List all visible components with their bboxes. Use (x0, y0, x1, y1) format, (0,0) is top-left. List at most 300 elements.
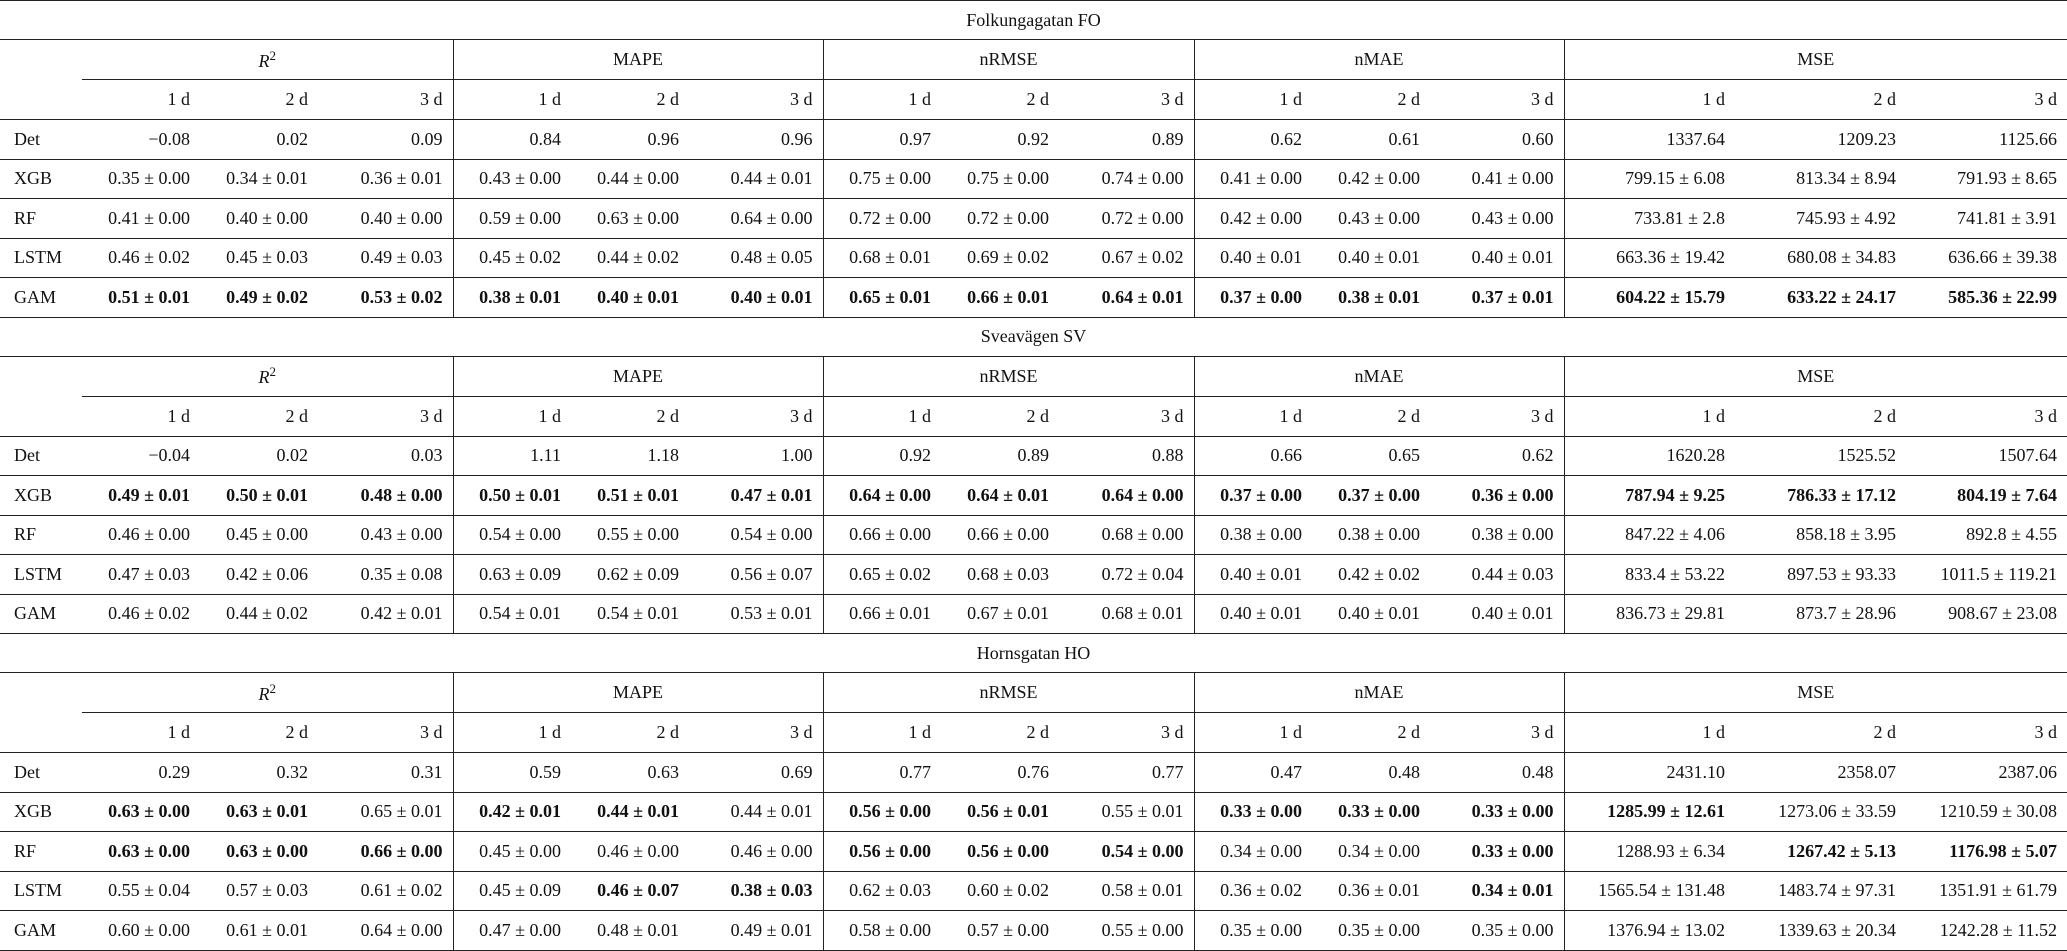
value-cell: 0.75 ± 0.00 (941, 159, 1059, 199)
value-cell: 0.84 (453, 120, 571, 160)
value-cell: 0.97 (823, 120, 941, 160)
value-cell (200, 476, 318, 516)
value-cell: 0.45 ± 0.03 (200, 238, 318, 278)
model-label: RF (0, 199, 82, 239)
best-value: 0.38 ± 0.03 (730, 880, 813, 901)
best-value: 0.65 ± 0.01 (849, 286, 931, 307)
value-cell (689, 278, 823, 318)
value-cell: 0.59 (453, 753, 571, 793)
model-label: GAM (0, 911, 82, 951)
value-cell: 0.42 ± 0.02 (1312, 555, 1430, 595)
value-cell (1059, 476, 1194, 516)
value-cell: 0.56 ± 0.07 (689, 555, 823, 595)
value-cell: 0.35 ± 0.00 (82, 159, 200, 199)
value-cell: 0.66 ± 0.00 (941, 515, 1059, 555)
value-cell: 0.65 (1312, 436, 1430, 476)
value-cell (1735, 476, 1906, 516)
value-cell: 0.43 ± 0.00 (1312, 199, 1430, 239)
model-label: GAM (0, 594, 82, 634)
value-cell: 0.62 (1430, 436, 1564, 476)
value-cell: 1288.93 ± 6.34 (1564, 832, 1735, 872)
best-value: 1267.42 ± 5.13 (1787, 840, 1896, 861)
best-value: 633.22 ± 24.17 (1787, 286, 1896, 307)
horizon-header: 3 d (1906, 80, 2067, 120)
value-cell: 0.72 ± 0.04 (1059, 555, 1194, 595)
best-value: 604.22 ± 15.79 (1616, 286, 1725, 307)
best-value: 0.33 ± 0.00 (1338, 801, 1420, 822)
best-value: 0.64 ± 0.01 (967, 484, 1049, 505)
value-cell: 733.81 ± 2.8 (1564, 199, 1735, 239)
metric-header (82, 40, 453, 80)
value-cell (200, 792, 318, 832)
value-cell (1430, 871, 1564, 911)
value-cell (1735, 278, 1906, 318)
best-value: 0.34 ± 0.01 (1471, 880, 1554, 901)
value-cell: 0.65 ± 0.02 (823, 555, 941, 595)
value-cell: 0.44 ± 0.01 (689, 792, 823, 832)
value-cell (82, 476, 200, 516)
value-cell: 897.53 ± 93.33 (1735, 555, 1906, 595)
horizon-header-row (0, 396, 2067, 436)
value-cell: 0.34 ± 0.01 (200, 159, 318, 199)
value-cell (82, 792, 200, 832)
value-cell: 1.11 (453, 436, 571, 476)
value-cell: 1565.54 ± 131.48 (1564, 871, 1735, 911)
value-cell (941, 476, 1059, 516)
value-cell: 0.88 (1059, 436, 1194, 476)
model-label: Det (0, 436, 82, 476)
value-cell: 0.63 ± 0.09 (453, 555, 571, 595)
horizon-header: 1 d (453, 80, 571, 120)
value-cell: 0.61 ± 0.02 (318, 871, 453, 911)
value-cell: 0.35 ± 0.00 (1430, 911, 1564, 951)
metric-header: MSE (1564, 40, 2067, 80)
best-value: 0.44 ± 0.01 (597, 801, 679, 822)
value-cell (689, 476, 823, 516)
value-cell: 0.31 (318, 753, 453, 793)
value-cell: 0.66 ± 0.00 (823, 515, 941, 555)
value-cell (1059, 278, 1194, 318)
value-cell: 0.40 ± 0.01 (1312, 238, 1430, 278)
value-cell (318, 476, 453, 516)
horizon-header: 1 d (1194, 713, 1312, 753)
value-cell: 1242.28 ± 11.52 (1906, 911, 2067, 951)
value-cell (82, 832, 200, 872)
horizon-header: 2 d (200, 80, 318, 120)
r2-base: R (258, 683, 270, 704)
value-cell: 0.43 ± 0.00 (453, 159, 571, 199)
horizon-header: 3 d (689, 396, 823, 436)
value-cell (1564, 278, 1735, 318)
value-cell: 0.72 ± 0.00 (1059, 199, 1194, 239)
best-value: 0.33 ± 0.00 (1220, 801, 1302, 822)
model-label: RF (0, 832, 82, 872)
best-value: 0.64 ± 0.01 (1101, 286, 1184, 307)
horizon-header-row (0, 713, 2067, 753)
horizon-header: 2 d (200, 713, 318, 753)
value-cell (200, 278, 318, 318)
table-row (0, 753, 2067, 793)
value-cell: 0.63 (571, 753, 689, 793)
value-cell: 0.96 (689, 120, 823, 160)
best-value: 0.48 ± 0.00 (360, 484, 443, 505)
value-cell: 0.68 ± 0.03 (941, 555, 1059, 595)
horizon-header: 1 d (1194, 80, 1312, 120)
horizon-header-row (0, 80, 2067, 120)
best-value: 0.64 ± 0.00 (1101, 484, 1184, 505)
value-cell (823, 476, 941, 516)
best-value: 0.50 ± 0.01 (226, 484, 308, 505)
value-cell (571, 792, 689, 832)
value-cell: 0.36 ± 0.01 (1312, 871, 1430, 911)
best-value: 0.56 ± 0.01 (967, 801, 1049, 822)
table-row (0, 871, 2067, 911)
value-cell: 1011.5 ± 119.21 (1906, 555, 2067, 595)
horizon-header: 2 d (571, 713, 689, 753)
value-cell (1312, 476, 1430, 516)
value-cell: 873.7 ± 28.96 (1735, 594, 1906, 634)
best-value: 0.37 ± 0.01 (1471, 286, 1554, 307)
table-row (0, 792, 2067, 832)
value-cell: 0.35 ± 0.00 (1312, 911, 1430, 951)
best-value: 0.42 ± 0.01 (479, 801, 561, 822)
best-value: 0.40 ± 0.01 (730, 286, 813, 307)
best-value: 0.36 ± 0.00 (1471, 484, 1554, 505)
value-cell: 847.22 ± 4.06 (1564, 515, 1735, 555)
value-cell (1194, 476, 1312, 516)
best-value: 0.37 ± 0.00 (1220, 286, 1302, 307)
value-cell: 0.36 ± 0.01 (318, 159, 453, 199)
horizon-header: 2 d (941, 80, 1059, 120)
value-cell: 1337.64 (1564, 120, 1735, 160)
horizon-header: 1 d (453, 713, 571, 753)
value-cell: 1125.66 (1906, 120, 2067, 160)
value-cell: 0.60 ± 0.00 (82, 911, 200, 951)
value-cell (453, 476, 571, 516)
metric-header: MSE (1564, 356, 2067, 396)
value-cell: 1339.63 ± 20.34 (1735, 911, 1906, 951)
table-row (0, 159, 2067, 199)
model-label: LSTM (0, 238, 82, 278)
value-cell: 0.55 ± 0.00 (1059, 911, 1194, 951)
value-cell (1194, 278, 1312, 318)
horizon-header: 2 d (200, 396, 318, 436)
value-cell: 0.61 ± 0.01 (200, 911, 318, 951)
r2-symbol (258, 680, 277, 704)
horizon-header: 1 d (823, 713, 941, 753)
horizon-header: 2 d (571, 396, 689, 436)
r2-base: R (258, 50, 270, 71)
section-title: Folkungagatan FO (0, 1, 2067, 40)
value-cell: 858.18 ± 3.95 (1735, 515, 1906, 555)
value-cell: 0.67 ± 0.01 (941, 594, 1059, 634)
value-cell: 1209.23 (1735, 120, 1906, 160)
value-cell: 0.40 ± 0.01 (1194, 238, 1312, 278)
best-value: 585.36 ± 22.99 (1948, 286, 2057, 307)
value-cell: 0.49 ± 0.01 (689, 911, 823, 951)
value-cell: 0.64 ± 0.00 (318, 911, 453, 951)
value-cell (941, 792, 1059, 832)
r2-superscript: 2 (269, 364, 276, 379)
value-cell: 0.46 ± 0.00 (82, 515, 200, 555)
value-cell: 1507.64 (1906, 436, 2067, 476)
value-cell: 0.69 (689, 753, 823, 793)
r2-symbol (258, 47, 277, 71)
best-value: 0.33 ± 0.00 (1471, 801, 1554, 822)
value-cell (689, 871, 823, 911)
value-cell: 1525.52 (1735, 436, 1906, 476)
value-cell: 1483.74 ± 97.31 (1735, 871, 1906, 911)
value-cell: 0.58 ± 0.01 (1059, 871, 1194, 911)
horizon-header: 1 d (453, 396, 571, 436)
value-cell (823, 278, 941, 318)
model-label: LSTM (0, 871, 82, 911)
value-cell: 0.42 ± 0.01 (318, 594, 453, 634)
metric-header: MAPE (453, 356, 823, 396)
value-cell: 1376.94 ± 13.02 (1564, 911, 1735, 951)
value-cell: 0.38 ± 0.00 (1312, 515, 1430, 555)
metric-header: nMAE (1194, 40, 1564, 80)
stub-cell (0, 673, 82, 753)
value-cell: 0.46 ± 0.02 (82, 594, 200, 634)
horizon-header: 1 d (823, 80, 941, 120)
model-label: Det (0, 753, 82, 793)
table-row (0, 278, 2067, 318)
table-row (0, 238, 2067, 278)
table-row (0, 832, 2067, 872)
value-cell: 0.40 ± 0.00 (318, 199, 453, 239)
value-cell (1430, 792, 1564, 832)
horizon-header: 3 d (1430, 713, 1564, 753)
value-cell: 0.65 ± 0.01 (318, 792, 453, 832)
value-cell: 0.77 (1059, 753, 1194, 793)
r2-base: R (258, 367, 270, 387)
value-cell: 0.75 ± 0.00 (823, 159, 941, 199)
value-cell: 0.29 (82, 753, 200, 793)
horizon-header: 1 d (82, 80, 200, 120)
value-cell: 0.55 ± 0.00 (571, 515, 689, 555)
best-value: 0.47 ± 0.01 (730, 484, 813, 505)
horizon-header: 3 d (318, 396, 453, 436)
metric-header: MAPE (453, 673, 823, 713)
value-cell: 0.60 (1430, 120, 1564, 160)
value-cell: 0.40 ± 0.01 (1430, 594, 1564, 634)
best-value: 787.94 ± 9.25 (1625, 484, 1725, 505)
horizon-header: 1 d (823, 396, 941, 436)
horizon-header: 3 d (1430, 396, 1564, 436)
metric-header: MSE (1564, 673, 2067, 713)
value-cell (941, 278, 1059, 318)
best-value: 1285.99 ± 12.61 (1607, 801, 1725, 822)
value-cell: 0.02 (200, 120, 318, 160)
value-cell: 0.55 ± 0.01 (1059, 792, 1194, 832)
horizon-header: 3 d (318, 713, 453, 753)
value-cell: 0.38 ± 0.00 (1194, 515, 1312, 555)
best-value: 0.49 ± 0.02 (226, 286, 308, 307)
best-value: 0.40 ± 0.01 (597, 286, 679, 307)
value-cell: 1.18 (571, 436, 689, 476)
horizon-header: 1 d (1564, 80, 1735, 120)
best-value: 786.33 ± 17.12 (1787, 484, 1896, 505)
value-cell (82, 278, 200, 318)
value-cell: 0.35 ± 0.08 (318, 555, 453, 595)
value-cell: 908.67 ± 23.08 (1906, 594, 2067, 634)
metric-header (82, 673, 453, 713)
value-cell: 0.62 ± 0.03 (823, 871, 941, 911)
value-cell: 0.02 (200, 436, 318, 476)
value-cell: 0.62 ± 0.09 (571, 555, 689, 595)
metric-header-row (0, 356, 2067, 396)
best-value: 0.51 ± 0.01 (597, 484, 679, 505)
horizon-header: 1 d (1564, 713, 1735, 753)
value-cell: 663.36 ± 19.42 (1564, 238, 1735, 278)
value-cell: 0.61 (1312, 120, 1430, 160)
horizon-header: 3 d (689, 713, 823, 753)
best-value: 0.37 ± 0.00 (1220, 484, 1302, 505)
value-cell: 0.40 ± 0.01 (1312, 594, 1430, 634)
best-value: 0.63 ± 0.01 (226, 801, 308, 822)
best-value: 0.38 ± 0.01 (479, 286, 561, 307)
model-label: XGB (0, 792, 82, 832)
value-cell (1735, 832, 1906, 872)
value-cell (1906, 476, 2067, 516)
value-cell: −0.04 (82, 436, 200, 476)
section-title: Sveavägen SV (0, 317, 2067, 356)
horizon-header: 2 d (1312, 396, 1430, 436)
table-row (0, 515, 2067, 555)
value-cell: 0.57 ± 0.03 (200, 871, 318, 911)
value-cell: 1620.28 (1564, 436, 1735, 476)
value-cell: 0.41 ± 0.00 (1194, 159, 1312, 199)
metric-header: nRMSE (823, 40, 1194, 80)
r2-superscript: 2 (269, 680, 276, 696)
metric-header: MAPE (453, 40, 823, 80)
best-value: 0.56 ± 0.00 (849, 840, 931, 861)
value-cell (1564, 792, 1735, 832)
horizon-header: 3 d (1906, 713, 2067, 753)
section-title-row (0, 634, 2067, 673)
best-value: 0.66 ± 0.00 (360, 840, 443, 861)
table-row (0, 120, 2067, 160)
stub-cell (0, 356, 82, 436)
value-cell: 0.76 (941, 753, 1059, 793)
stub-cell (0, 40, 82, 120)
value-cell: 0.66 ± 0.01 (823, 594, 941, 634)
value-cell: 0.48 (1312, 753, 1430, 793)
value-cell: −0.08 (82, 120, 200, 160)
section-title-row (0, 1, 2067, 40)
value-cell: 636.66 ± 39.38 (1906, 238, 2067, 278)
value-cell: 0.38 ± 0.00 (1430, 515, 1564, 555)
model-label: XGB (0, 159, 82, 199)
section-title: Hornsgatan HO (0, 634, 2067, 673)
metric-header: nMAE (1194, 673, 1564, 713)
table-row (0, 911, 2067, 951)
horizon-header: 1 d (82, 713, 200, 753)
horizon-header: 2 d (1312, 80, 1430, 120)
value-cell: 0.45 ± 0.00 (453, 832, 571, 872)
value-cell: 0.72 ± 0.00 (823, 199, 941, 239)
table-row (0, 199, 2067, 239)
value-cell: 0.58 ± 0.00 (823, 911, 941, 951)
r2-symbol (258, 364, 277, 387)
value-cell: 0.74 ± 0.00 (1059, 159, 1194, 199)
value-cell (318, 278, 453, 318)
best-value: 0.37 ± 0.00 (1338, 484, 1420, 505)
value-cell: 0.54 ± 0.00 (689, 515, 823, 555)
value-cell: 0.68 ± 0.00 (1059, 515, 1194, 555)
value-cell: 0.40 ± 0.00 (200, 199, 318, 239)
horizon-header: 2 d (941, 713, 1059, 753)
horizon-header: 3 d (1059, 80, 1194, 120)
r2-superscript: 2 (269, 47, 276, 63)
metric-header: nRMSE (823, 673, 1194, 713)
horizon-header: 3 d (1059, 396, 1194, 436)
value-cell: 0.45 ± 0.09 (453, 871, 571, 911)
value-cell (823, 832, 941, 872)
horizon-header: 2 d (941, 396, 1059, 436)
model-label: RF (0, 515, 82, 555)
results-table-body (0, 1, 2067, 951)
best-value: 804.19 ± 7.64 (1957, 484, 2057, 505)
horizon-header: 2 d (1312, 713, 1430, 753)
value-cell: 0.43 ± 0.00 (1430, 199, 1564, 239)
value-cell (571, 871, 689, 911)
value-cell: 741.81 ± 3.91 (1906, 199, 2067, 239)
value-cell: 0.89 (1059, 120, 1194, 160)
horizon-header: 3 d (1430, 80, 1564, 120)
value-cell (453, 792, 571, 832)
value-cell: 0.77 (823, 753, 941, 793)
value-cell: 0.47 ± 0.03 (82, 555, 200, 595)
value-cell: 0.63 ± 0.00 (571, 199, 689, 239)
value-cell: 892.8 ± 4.55 (1906, 515, 2067, 555)
value-cell: 0.66 (1194, 436, 1312, 476)
value-cell: 0.69 ± 0.02 (941, 238, 1059, 278)
value-cell: 0.89 (941, 436, 1059, 476)
value-cell (1312, 792, 1430, 832)
value-cell: 833.4 ± 53.22 (1564, 555, 1735, 595)
model-label: Det (0, 120, 82, 160)
value-cell: 0.44 ± 0.03 (1430, 555, 1564, 595)
horizon-header: 3 d (1906, 396, 2067, 436)
horizon-header: 2 d (1735, 396, 1906, 436)
value-cell (1906, 278, 2067, 318)
value-cell: 0.49 ± 0.03 (318, 238, 453, 278)
value-cell: 0.03 (318, 436, 453, 476)
value-cell: 0.44 ± 0.02 (571, 238, 689, 278)
best-value: 0.54 ± 0.00 (1101, 840, 1184, 861)
horizon-header: 3 d (1059, 713, 1194, 753)
value-cell: 0.40 ± 0.01 (1194, 594, 1312, 634)
value-cell: 0.48 (1430, 753, 1564, 793)
value-cell: 0.47 (1194, 753, 1312, 793)
value-cell: 0.54 ± 0.00 (453, 515, 571, 555)
value-cell: 2431.10 (1564, 753, 1735, 793)
value-cell (823, 792, 941, 832)
value-cell: 0.42 ± 0.06 (200, 555, 318, 595)
value-cell: 0.68 ± 0.01 (823, 238, 941, 278)
best-value: 0.56 ± 0.00 (967, 840, 1049, 861)
value-cell: 0.72 ± 0.00 (941, 199, 1059, 239)
best-value: 0.33 ± 0.00 (1471, 840, 1554, 861)
horizon-header: 3 d (689, 80, 823, 120)
best-value: 0.63 ± 0.00 (108, 840, 190, 861)
value-cell: 1351.91 ± 61.79 (1906, 871, 2067, 911)
best-value: 0.53 ± 0.02 (360, 286, 443, 307)
value-cell: 0.68 ± 0.01 (1059, 594, 1194, 634)
best-value: 0.63 ± 0.00 (226, 840, 308, 861)
